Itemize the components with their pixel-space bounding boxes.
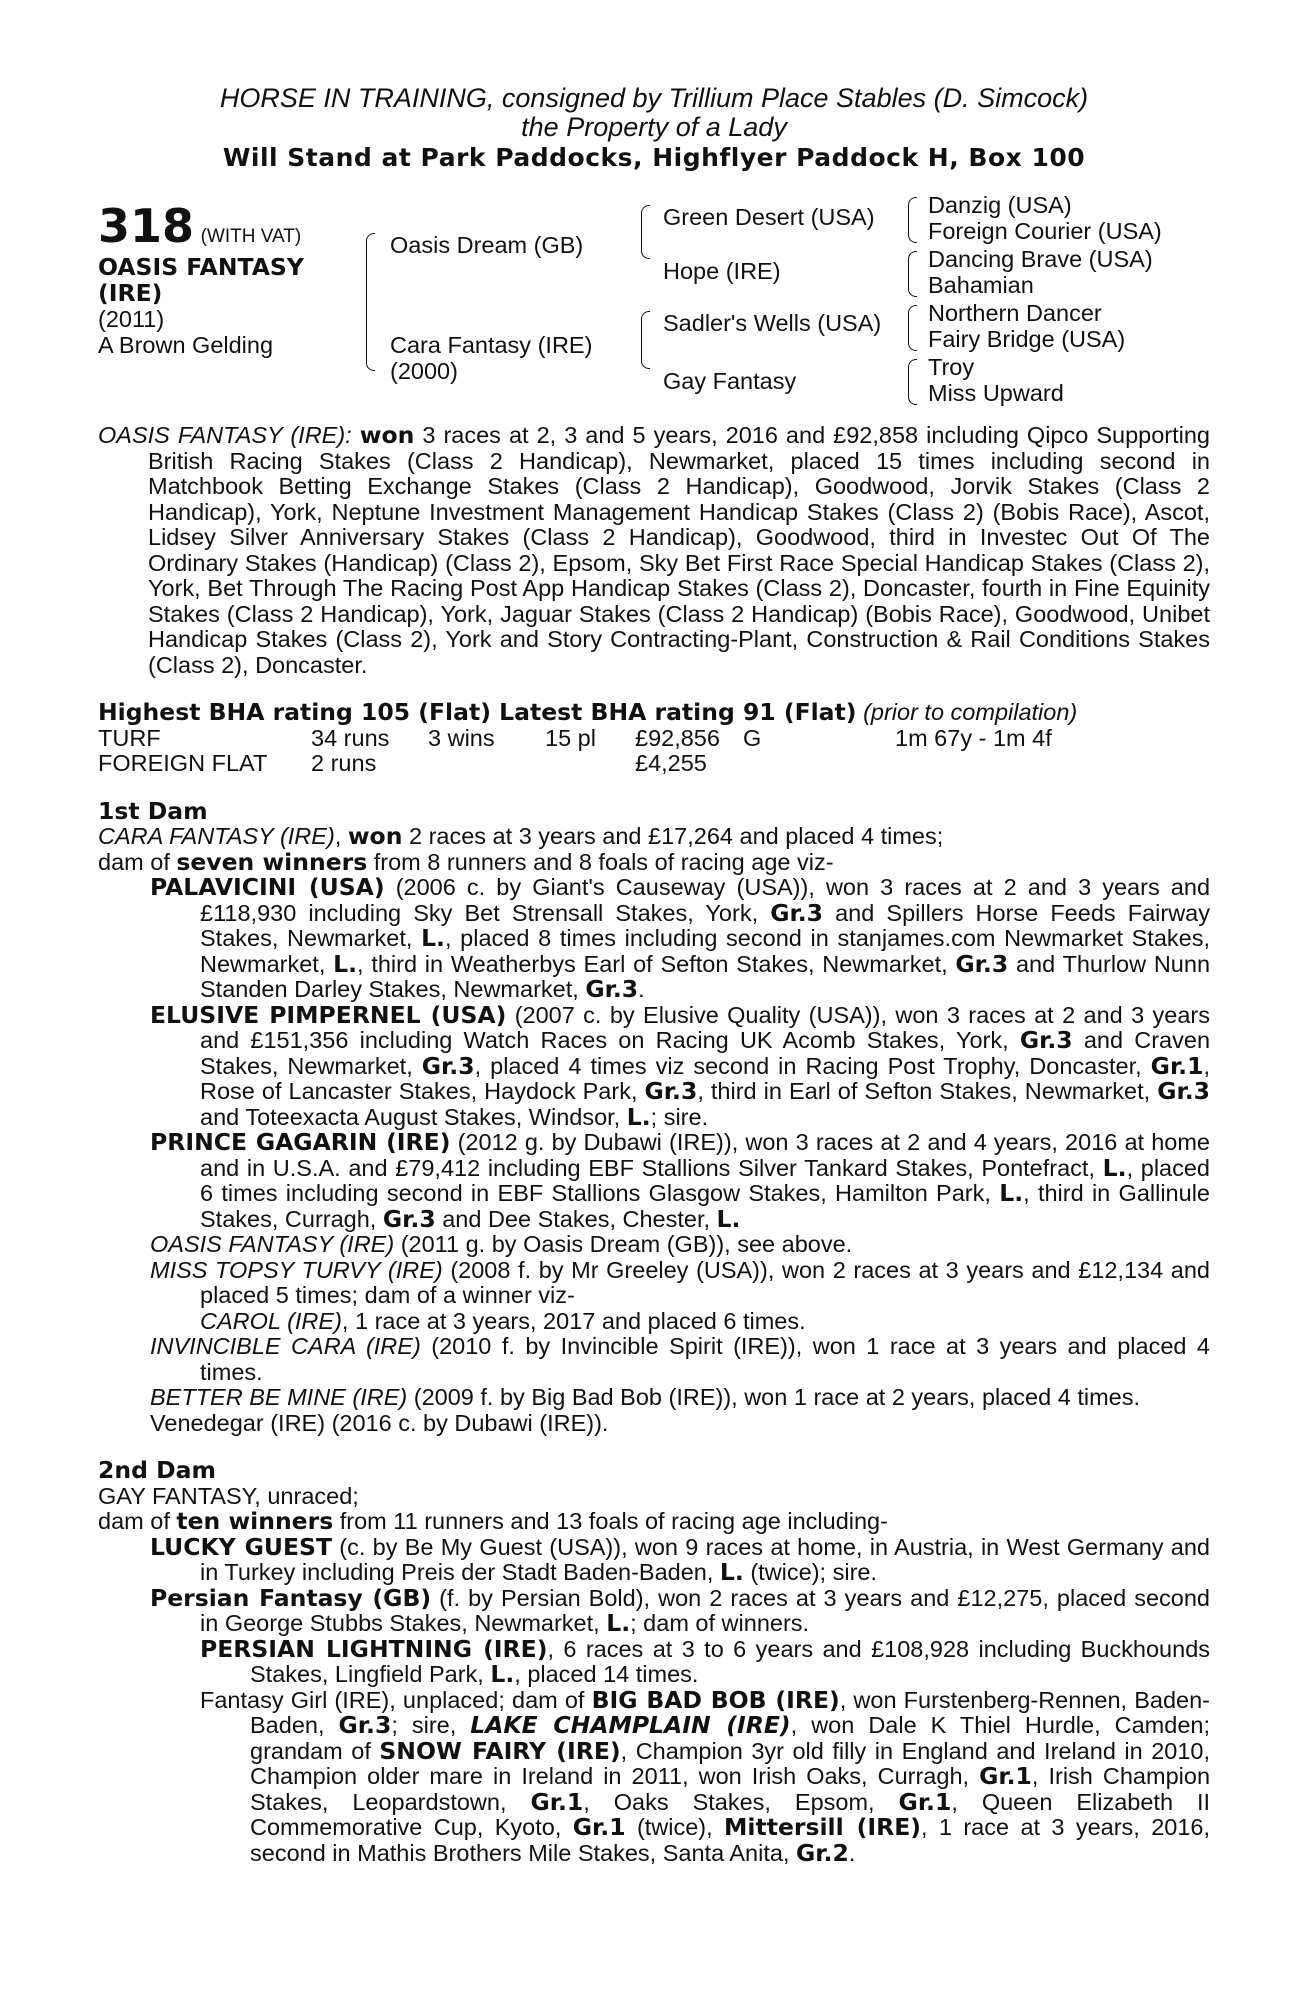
- vat-note: (WITH VAT): [200, 226, 302, 247]
- dam-dam-dam: Miss Upward: [928, 380, 1064, 406]
- bracket-dd: [908, 359, 917, 405]
- consignor-line: HORSE IN TRAINING, consigned by Trillium Place Stables (D. Simcock): [219, 83, 1089, 113]
- sire-dam-sire: Dancing Brave (USA): [928, 246, 1153, 272]
- sire-sire-dam: Foreign Courier (USA): [928, 218, 1162, 244]
- stats-row-turf: TURF 34 runs 3 wins 15 pl £92,856 G 1m 67y - 1m 4f: [98, 724, 1052, 751]
- dam-sire-dam: Fairy Bridge (USA): [928, 326, 1126, 352]
- produce-palavicini: PALAVICINI (USA) (2006 c. by Giant's Causeway (USA)), won 3 races at 2 and 3 years and £118,930 including Sky Bet Strensall Stakes, York, Gr.3 and Spillers Horse Feeds Fairway Stakes, Newmarket, L., placed 8 times including second in stanjames.com Newmarket Stakes, Newmarket, L., third in Weatherbys Earl of Sefton Stakes, Newmarket, Gr.3 and Thurlow Nunn Standen Darley Stakes, Newmarket, Gr.3.: [150, 873, 1211, 1003]
- produce-elusive-pimpernel: ELUSIVE PIMPERNEL (USA) (2007 c. by Elusive Quality (USA)), won 3 races at 2 and 3 years and £151,356 including Watch Races on Racing UK Acomb Stakes, York, Gr.3 and Craven Stakes, Newmarket, Gr.3, placed 4 times viz second in Racing Post Trophy, Doncaster, Gr.1, Rose of Lancaster Stakes, Haydock Park, Gr.3, third in Earl of Sefton Stakes, Newmarket, Gr.3 and Toteexacta August Stakes, Windsor, L.; sire.: [150, 1000, 1211, 1131]
- bracket-sire: [641, 205, 650, 259]
- produce-invincible-cara: INVINCIBLE CARA (IRE) (2010 f. by Invincible Spirit (IRE)), won 1 race at 3 years and placed 4 times.: [150, 1333, 1210, 1385]
- sire: Oasis Dream (GB): [390, 232, 584, 258]
- dam-year: (2000): [390, 358, 458, 384]
- produce-miss-topsy-turvy: MISS TOPSY TURVY (IRE) (2008 f. by Mr Greeley (USA)), won 2 races at 3 years and £12,134 and placed 5 times; dam of a winner viz-: [150, 1256, 1210, 1308]
- race-summary: OASIS FANTASY (IRE): won 3 races at 2, 3 and 5 years, 2016 and £92,858 including Qipco Supporting British Racing Stakes (Class 2 Handicap), Newmarket, placed 15 times including second in Matchbook Betting Exchange Stakes (Class 2 Handicap), Goodwood, Jorvik Stakes (Class 2 Handicap), York, Neptune Investment Management Handicap Stakes (Class 2) (Bobis Race), Ascot, Lidsey Silver Anniversary Stakes (Class 2 Handicap), Goodwood, third in Investec Out Of The Ordinary Stakes (Handicap) (Class 2), Epsom, Sky Bet First Race Special Handicap Stakes (Class 2), York, Bet Through The Racing Post App Handicap Stakes (Class 2), Doncaster, fourth in Fine Equinity Stakes (Class 2 Handicap), York, Jaguar Stakes (Class 2 Handicap) (Bobis Race), Goodwood, Unibet Handicap Stakes (Class 2), York and Story Contracting-Plant, Construction & Rail Conditions Stakes (Class 2), Doncaster.: [98, 421, 1211, 678]
- dam-sire-sire: Northern Dancer: [928, 300, 1102, 326]
- grandproduce-persian-lightning: PERSIAN LIGHTNING (IRE), 6 races at 3 to 6 years and £108,928 including Buckhounds Stakes, Lingfield Park, L., placed 14 times.: [200, 1634, 1211, 1688]
- catalogue-page: [98, 84, 1210, 1866]
- second-dam-heading: 2nd Dam: [98, 1456, 216, 1484]
- foaling-year: (2011): [98, 306, 165, 332]
- horse-suffix: (IRE): [98, 279, 163, 307]
- produce-better-be-mine: BETTER BE MINE (IRE) (2009 f. by Big Bad Bob (IRE)), won 1 race at 2 years, placed 4 times.: [150, 1384, 1140, 1410]
- sire-sire-sire: Danzig (USA): [928, 192, 1072, 218]
- sire-sire: Green Desert (USA): [663, 204, 875, 230]
- horse-name: OASIS FANTASY: [98, 253, 304, 281]
- lot-number: 318: [98, 199, 195, 253]
- sire-dam: Hope (IRE): [663, 258, 781, 284]
- stats-row-foreign: FOREIGN FLAT 2 runs £4,255: [98, 750, 707, 776]
- dam-dam-sire: Troy: [928, 354, 975, 380]
- produce-lucky-guest: LUCKY GUEST (c. by Be My Guest (USA)), won 9 races at home, in Austria, in West Germany and in Turkey including Preis der Stadt Baden-Baden, L. (twice); sire.: [150, 1532, 1210, 1586]
- grandproduce-fantasy-girl: Fantasy Girl (IRE), unplaced; dam of BIG BAD BOB (IRE), won Furstenberg-Rennen, Baden-Baden, Gr.3; sire, LAKE CHAMPLAIN (IRE), won Dale K Thiel Hurdle, Camden; grandam of SNOW FAIRY (IRE), Champion 3yr old filly in England and Ireland in 2010, Champion older mare in Ireland in 2011, won Irish Oaks, Curragh, Gr.1, Irish Champion Stakes, Leopardstown, Gr.1, Oaks Stakes, Epsom, Gr.1, Queen Elizabeth II Commemorative Cup, Kyoto, Gr.1 (twice), Mittersill (IRE), 1 race at 3 years, 2016, second in Mathis Brothers Mile Stakes, Santa Anita, Gr.2.: [200, 1685, 1211, 1867]
- bracket-ss: [908, 197, 917, 243]
- first-dam-produce: dam of seven winners from 8 runners and 8 foals of racing age viz-: [98, 847, 834, 876]
- dam-dam: Gay Fantasy: [663, 368, 797, 394]
- pedigree-block: [98, 193, 1210, 411]
- bracket-sd: [908, 251, 917, 297]
- grandproduce-carol: CAROL (IRE), 1 race at 3 years, 2017 and placed 6 times.: [200, 1307, 806, 1334]
- produce-venedegar: Venedegar (IRE) (2016 c. by Dubawi (IRE)).: [150, 1409, 609, 1436]
- second-dam-produce: dam of ten winners from 11 runners and 13 foals of racing age including-: [98, 1507, 888, 1535]
- rating-line: Highest BHA rating 105 (Flat) Latest BHA rating 91 (Flat) (prior to compilation): [98, 698, 1078, 726]
- bracket-dam: [641, 311, 650, 369]
- produce-oasis-fantasy: OASIS FANTASY (IRE) (2011 g. by Oasis Dream (GB)), see above.: [150, 1231, 853, 1257]
- bracket-ds: [908, 305, 917, 351]
- produce-prince-gagarin: PRINCE GAGARIN (IRE) (2012 g. by Dubawi (IRE)), won 3 races at 2 and 4 years, 2016 at home and in U.S.A. and £79,412 including EBF Stallions Silver Tankard Stakes, Pontefract, L., placed 6 times including second in EBF Stallions Glasgow Stakes, Hamilton Park, L., third in Gallinule Stakes, Curragh, Gr.3 and Dee Stakes, Chester, L.: [150, 1128, 1210, 1233]
- horse-description: A Brown Gelding: [98, 332, 274, 358]
- first-dam-intro: CARA FANTASY (IRE), won 2 races at 3 years and £17,264 and placed 4 times;: [98, 822, 944, 850]
- first-dam-heading: 1st Dam: [98, 796, 208, 825]
- produce-persian-fantasy: Persian Fantasy (GB) (f. by Persian Bold), won 2 races at 3 years and £12,275, placed second in George Stubbs Stakes, Newmarket, L.; dam of winners.: [150, 1583, 1211, 1637]
- second-dam-intro: GAY FANTASY, unraced;: [98, 1482, 359, 1509]
- property-line: the Property of a Lady: [521, 112, 787, 142]
- sire-dam-dam: Bahamian: [928, 272, 1034, 298]
- stand-location: Will Stand at Park Paddocks, Highflyer Paddock H, Box 100: [222, 143, 1086, 172]
- dam-sire: Sadler's Wells (USA): [663, 310, 882, 336]
- dam: Cara Fantasy (IRE): [390, 332, 593, 358]
- bracket-main: [366, 233, 375, 371]
